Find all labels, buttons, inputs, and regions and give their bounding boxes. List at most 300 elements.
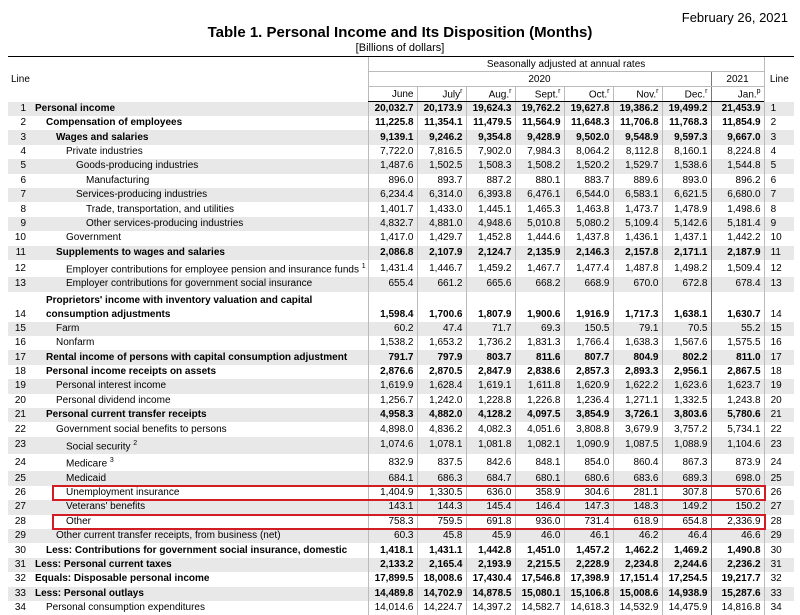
value-cell: 5,080.2	[564, 217, 613, 231]
value-cell: 4,958.3	[368, 408, 417, 422]
value-cell: 146.4	[515, 500, 564, 514]
value-cell: 1,271.1	[613, 394, 662, 408]
line-number: 4	[8, 145, 32, 159]
value-cell: 2,157.8	[613, 246, 662, 260]
value-cell: 1,433.0	[417, 202, 466, 216]
revision-mark: p	[757, 88, 761, 95]
value-cell: 3,808.8	[564, 422, 613, 436]
table-row	[8, 529, 794, 543]
value-cell: 1,622.2	[613, 379, 662, 393]
value-cell: 20,032.7	[368, 102, 417, 117]
line-number: 24	[8, 454, 32, 471]
value-cell: 661.2	[417, 277, 466, 291]
value-cell: 883.7	[564, 174, 613, 188]
value-cell: 1,623.6	[662, 379, 711, 393]
line-number-right: 7	[764, 188, 794, 202]
row-label	[32, 422, 368, 436]
row-label-text: Less: Contributions for government social insurance, domestic	[46, 545, 347, 556]
value-cell: 570.6	[711, 486, 764, 500]
value-cell: 55.2	[711, 322, 764, 336]
value-cell: 1,498.6	[711, 202, 764, 216]
row-label-text: Compensation of employees	[46, 117, 182, 128]
revision-mark: r	[558, 88, 560, 95]
value-cell: 1,598.4	[368, 292, 417, 322]
row-label	[32, 437, 368, 454]
value-cell: 71.7	[466, 322, 515, 336]
value-cell: 1,623.7	[711, 379, 764, 393]
value-cell: 887.2	[466, 174, 515, 188]
line-number-right: 9	[764, 217, 794, 231]
value-cell: 1,619.9	[368, 379, 417, 393]
value-cell: 7,984.3	[515, 145, 564, 159]
value-cell: 60.2	[368, 322, 417, 336]
value-cell: 2,107.9	[417, 246, 466, 260]
table-row	[8, 350, 794, 364]
table-row	[8, 471, 794, 485]
line-number: 12	[8, 260, 32, 277]
value-cell: 148.3	[613, 500, 662, 514]
value-cell: 6,680.0	[711, 188, 764, 202]
row-label	[32, 292, 368, 322]
value-cell: 797.9	[417, 350, 466, 364]
value-cell: 1,700.6	[417, 292, 466, 322]
line-number-right: 5	[764, 159, 794, 173]
line-number-right: 14	[764, 292, 794, 322]
row-label	[32, 350, 368, 364]
line-number-right: 23	[764, 437, 794, 454]
footnote-mark: 1	[362, 263, 366, 270]
value-cell: 11,225.8	[368, 116, 417, 130]
row-label-text: Personal income	[35, 103, 115, 114]
line-number: 27	[8, 500, 32, 514]
value-cell: 2,236.2	[711, 558, 764, 572]
value-cell: 668.2	[515, 277, 564, 291]
value-cell: 1,081.8	[466, 437, 515, 454]
value-cell: 5,734.1	[711, 422, 764, 436]
value-cell: 1,509.4	[711, 260, 764, 277]
value-cell: 1,620.9	[564, 379, 613, 393]
month-header-5	[564, 87, 613, 102]
table-subtitle: [Billions of dollars]	[0, 42, 800, 54]
line-number: 10	[8, 231, 32, 245]
row-label	[32, 543, 368, 557]
value-cell: 11,479.5	[466, 116, 515, 130]
line-number-right: 27	[764, 500, 794, 514]
value-cell: 15,008.6	[613, 587, 662, 601]
value-cell: 680.6	[564, 471, 613, 485]
month-label: Dec.	[685, 89, 706, 100]
table-row	[8, 558, 794, 572]
value-cell: 698.0	[711, 471, 764, 485]
value-cell: 804.9	[613, 350, 662, 364]
value-cell: 1,638.3	[613, 336, 662, 350]
value-cell: 46.4	[662, 529, 711, 543]
value-cell: 358.9	[515, 486, 564, 500]
value-cell: 1,473.7	[613, 202, 662, 216]
value-cell: 654.8	[662, 515, 711, 529]
value-cell: 14,878.5	[466, 587, 515, 601]
table-row	[8, 174, 794, 188]
value-cell: 2,228.9	[564, 558, 613, 572]
value-cell: 1,078.1	[417, 437, 466, 454]
row-label-text: Rental income of persons with capital consumption adjustment	[46, 352, 347, 363]
table-row	[8, 322, 794, 336]
value-cell: 2,187.9	[711, 246, 764, 260]
value-cell: 684.1	[368, 471, 417, 485]
line-number: 16	[8, 336, 32, 350]
table-row	[8, 159, 794, 173]
value-cell: 1,575.5	[711, 336, 764, 350]
value-cell: 9,354.8	[466, 130, 515, 144]
row-label	[32, 529, 368, 543]
row-label	[32, 379, 368, 393]
value-cell: 18,008.6	[417, 572, 466, 586]
value-cell: 686.3	[417, 471, 466, 485]
row-label	[32, 217, 368, 231]
value-cell: 4,882.0	[417, 408, 466, 422]
table-row	[8, 601, 794, 615]
line-number: 3	[8, 130, 32, 144]
table-row	[8, 394, 794, 408]
row-label	[32, 601, 368, 615]
line-number-right: 32	[764, 572, 794, 586]
adjustment-note: Seasonally adjusted at annual rates	[368, 57, 764, 72]
value-cell: 1,467.7	[515, 260, 564, 277]
value-cell: 1,242.0	[417, 394, 466, 408]
table-row	[8, 379, 794, 393]
value-cell: 889.6	[613, 174, 662, 188]
value-cell: 8,224.8	[711, 145, 764, 159]
row-label	[32, 394, 368, 408]
value-cell: 2,867.5	[711, 365, 764, 379]
value-cell: 1,463.8	[564, 202, 613, 216]
table-row	[8, 486, 794, 500]
table-row	[8, 130, 794, 144]
row-label	[32, 130, 368, 144]
line-number-right: 12	[764, 260, 794, 277]
row-label-text: Other	[66, 516, 91, 527]
value-cell: 14,475.9	[662, 601, 711, 615]
value-cell: 17,899.5	[368, 572, 417, 586]
table-header	[8, 57, 794, 102]
table-row	[8, 336, 794, 350]
value-cell: 684.7	[466, 471, 515, 485]
row-label	[32, 486, 368, 500]
value-cell: 2,215.5	[515, 558, 564, 572]
line-number: 22	[8, 422, 32, 436]
value-cell: 936.0	[515, 515, 564, 529]
value-cell: 1,436.1	[613, 231, 662, 245]
table-row	[8, 500, 794, 514]
line-number-right: 22	[764, 422, 794, 436]
value-cell: 1,490.8	[711, 543, 764, 557]
value-cell: 46.6	[711, 529, 764, 543]
value-cell: 2,838.6	[515, 365, 564, 379]
table-row	[8, 437, 794, 454]
value-cell: 2,857.3	[564, 365, 613, 379]
value-cell: 1,088.9	[662, 437, 711, 454]
value-cell: 149.2	[662, 500, 711, 514]
row-label	[32, 102, 368, 117]
value-cell: 14,014.6	[368, 601, 417, 615]
value-cell: 9,548.9	[613, 130, 662, 144]
value-cell: 5,142.6	[662, 217, 711, 231]
value-cell: 145.4	[466, 500, 515, 514]
month-header-2	[417, 87, 466, 102]
line-number-right: 30	[764, 543, 794, 557]
line-number-right: 10	[764, 231, 794, 245]
value-cell: 147.3	[564, 500, 613, 514]
row-label	[32, 145, 368, 159]
month-header-3	[466, 87, 515, 102]
value-cell: 811.0	[711, 350, 764, 364]
value-cell: 1,900.6	[515, 292, 564, 322]
month-header-1	[368, 87, 417, 102]
value-cell: 19,499.2	[662, 102, 711, 117]
value-cell: 70.5	[662, 322, 711, 336]
value-cell: 1,916.9	[564, 292, 613, 322]
value-cell: 880.1	[515, 174, 564, 188]
table-row	[8, 365, 794, 379]
value-cell: 3,803.6	[662, 408, 711, 422]
value-cell: 1,226.8	[515, 394, 564, 408]
row-label-text: Nonfarm	[56, 337, 94, 348]
value-cell: 7,816.5	[417, 145, 466, 159]
value-cell: 672.8	[662, 277, 711, 291]
value-cell: 1,487.8	[613, 260, 662, 277]
line-number: 8	[8, 202, 32, 216]
value-cell: 8,160.1	[662, 145, 711, 159]
value-cell: 144.3	[417, 500, 466, 514]
line-number: 17	[8, 350, 32, 364]
value-cell: 15,106.8	[564, 587, 613, 601]
line-number: 20	[8, 394, 32, 408]
row-label-text: Equals: Disposable personal income	[35, 573, 210, 584]
value-cell: 665.6	[466, 277, 515, 291]
line-number: 13	[8, 277, 32, 291]
value-cell: 691.8	[466, 515, 515, 529]
value-cell: 2,133.2	[368, 558, 417, 572]
row-label-text: Proprietors' income with inventory valuation and capital	[46, 295, 312, 306]
value-cell: 11,768.3	[662, 116, 711, 130]
value-cell: 46.2	[613, 529, 662, 543]
value-cell: 618.9	[613, 515, 662, 529]
value-cell: 1,529.7	[613, 159, 662, 173]
value-cell: 1,228.8	[466, 394, 515, 408]
value-cell: 3,679.9	[613, 422, 662, 436]
value-cell: 14,816.8	[711, 601, 764, 615]
value-cell: 867.3	[662, 454, 711, 471]
value-cell: 14,938.9	[662, 587, 711, 601]
line-number: 25	[8, 471, 32, 485]
value-cell: 60.3	[368, 529, 417, 543]
value-cell: 6,621.5	[662, 188, 711, 202]
value-cell: 3,854.9	[564, 408, 613, 422]
value-cell: 9,428.9	[515, 130, 564, 144]
year-2021-header: 2021	[711, 72, 764, 87]
value-cell: 4,836.2	[417, 422, 466, 436]
table-row	[8, 188, 794, 202]
line-number: 32	[8, 572, 32, 586]
value-cell: 1,451.0	[515, 543, 564, 557]
value-cell: 1,082.1	[515, 437, 564, 454]
row-label	[32, 515, 368, 529]
value-cell: 1,445.1	[466, 202, 515, 216]
line-number: 21	[8, 408, 32, 422]
month-label: Oct.	[589, 89, 607, 100]
table-row	[8, 246, 794, 260]
row-label	[32, 260, 368, 277]
value-cell: 1,457.2	[564, 543, 613, 557]
row-label	[32, 365, 368, 379]
value-cell: 2,165.4	[417, 558, 466, 572]
value-cell: 17,546.8	[515, 572, 564, 586]
line-number: 30	[8, 543, 32, 557]
value-cell: 5,010.8	[515, 217, 564, 231]
value-cell: 1,653.2	[417, 336, 466, 350]
value-cell: 1,442.2	[711, 231, 764, 245]
line-number: 11	[8, 246, 32, 260]
value-cell: 1,074.6	[368, 437, 417, 454]
value-cell: 6,583.1	[613, 188, 662, 202]
line-number-right: 1	[764, 102, 794, 117]
value-cell: 1,487.6	[368, 159, 417, 173]
value-cell: 689.3	[662, 471, 711, 485]
value-cell: 14,224.7	[417, 601, 466, 615]
value-cell: 21,453.9	[711, 102, 764, 117]
row-label-text: Medicaid	[66, 473, 106, 484]
value-cell: 837.5	[417, 454, 466, 471]
value-cell: 636.0	[466, 486, 515, 500]
row-label-text: Private industries	[66, 146, 143, 157]
row-label-text: Personal dividend income	[56, 395, 171, 406]
value-cell: 4,881.0	[417, 217, 466, 231]
value-cell: 668.9	[564, 277, 613, 291]
table-row	[8, 202, 794, 216]
row-label-text: Social security	[66, 441, 130, 452]
line-number-right: 19	[764, 379, 794, 393]
line-number-right: 18	[764, 365, 794, 379]
row-label	[32, 277, 368, 291]
row-label	[32, 116, 368, 130]
line-number: 1	[8, 102, 32, 117]
line-number: 7	[8, 188, 32, 202]
value-cell: 1,538.2	[368, 336, 417, 350]
value-cell: 14,702.9	[417, 587, 466, 601]
value-cell: 1,446.7	[417, 260, 466, 277]
table-row	[8, 515, 794, 529]
value-cell: 1,090.9	[564, 437, 613, 454]
row-label-text: Medicare	[66, 458, 107, 469]
row-label-text: Employer contributions for employee pension and insurance funds	[66, 264, 359, 275]
month-label: June	[392, 89, 414, 100]
row-label-text: Less: Personal outlays	[35, 588, 144, 599]
value-cell: 1,087.5	[613, 437, 662, 454]
value-cell: 803.7	[466, 350, 515, 364]
value-cell: 2,086.8	[368, 246, 417, 260]
value-cell: 14,532.9	[613, 601, 662, 615]
row-label-text: Personal income receipts on assets	[46, 366, 216, 377]
line-number-right: 4	[764, 145, 794, 159]
value-cell: 4,128.2	[466, 408, 515, 422]
month-label: July	[442, 89, 460, 100]
value-cell: 4,898.0	[368, 422, 417, 436]
value-cell: 19,217.7	[711, 572, 764, 586]
line-number-right: 3	[764, 130, 794, 144]
value-cell: 1,243.8	[711, 394, 764, 408]
row-label	[32, 587, 368, 601]
value-cell: 4,082.3	[466, 422, 515, 436]
value-cell: 281.1	[613, 486, 662, 500]
table-row	[8, 292, 794, 322]
value-cell: 8,112.8	[613, 145, 662, 159]
row-label	[32, 322, 368, 336]
value-cell: 1,498.2	[662, 260, 711, 277]
row-label	[32, 202, 368, 216]
row-label	[32, 336, 368, 350]
value-cell: 6,314.0	[417, 188, 466, 202]
value-cell: 3,726.1	[613, 408, 662, 422]
value-cell: 893.7	[417, 174, 466, 188]
income-table	[8, 56, 794, 615]
line-number-right: 8	[764, 202, 794, 216]
value-cell: 15,287.6	[711, 587, 764, 601]
value-cell: 873.9	[711, 454, 764, 471]
value-cell: 2,124.7	[466, 246, 515, 260]
line-number: 6	[8, 174, 32, 188]
value-cell: 1,417.0	[368, 231, 417, 245]
value-cell: 19,627.8	[564, 102, 613, 117]
line-number-right: 29	[764, 529, 794, 543]
line-number: 5	[8, 159, 32, 173]
line-number-right: 13	[764, 277, 794, 291]
row-label-text: Employer contributions for government social insurance	[66, 278, 312, 289]
value-cell: 14,489.8	[368, 587, 417, 601]
value-cell: 4,051.6	[515, 422, 564, 436]
value-cell: 842.6	[466, 454, 515, 471]
year-2020-header: 2020	[368, 72, 711, 87]
value-cell: 807.7	[564, 350, 613, 364]
table-body	[8, 102, 794, 615]
line-number: 9	[8, 217, 32, 231]
value-cell: 79.1	[613, 322, 662, 336]
value-cell: 69.3	[515, 322, 564, 336]
row-label-text: Other services-producing industries	[86, 218, 243, 229]
line-number-right: 11	[764, 246, 794, 260]
row-label	[32, 231, 368, 245]
value-cell: 802.2	[662, 350, 711, 364]
line-number: 2	[8, 116, 32, 130]
value-cell: 19,762.2	[515, 102, 564, 117]
line-number-right: 2	[764, 116, 794, 130]
value-cell: 11,706.8	[613, 116, 662, 130]
value-cell: 1,520.2	[564, 159, 613, 173]
value-cell: 1,459.2	[466, 260, 515, 277]
line-number-right: 15	[764, 322, 794, 336]
value-cell: 1,465.3	[515, 202, 564, 216]
value-cell: 1,628.4	[417, 379, 466, 393]
value-cell: 1,437.1	[662, 231, 711, 245]
table-row	[8, 408, 794, 422]
row-label-text: Wages and salaries	[56, 132, 148, 143]
value-cell: 6,234.4	[368, 188, 417, 202]
row-label-text: Government	[66, 232, 121, 243]
value-cell: 3,757.2	[662, 422, 711, 436]
value-cell: 1,502.5	[417, 159, 466, 173]
value-cell: 2,193.9	[466, 558, 515, 572]
value-cell: 9,597.3	[662, 130, 711, 144]
line-number-right: 28	[764, 515, 794, 529]
